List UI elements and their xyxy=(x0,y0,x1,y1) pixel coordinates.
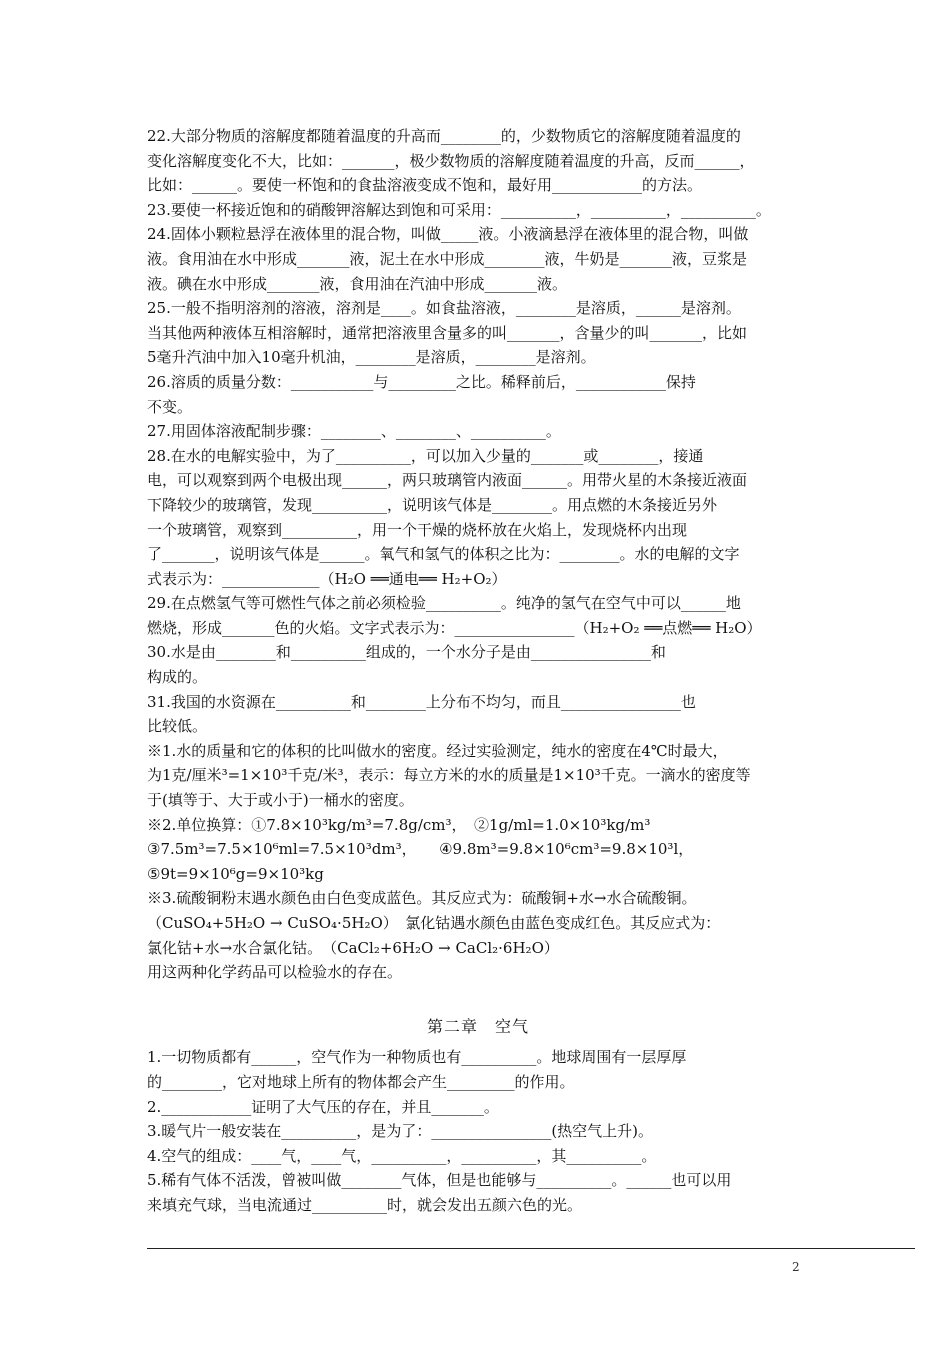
text-line: 22.大部分物质的溶解度都随着温度的升高而________的，少数物质它的溶解度随着温度的 xyxy=(147,127,741,145)
text-line: 25.一般不指明溶剂的溶液，溶剂是____。如食盐溶液，________是溶质，______是溶剂。 xyxy=(147,299,741,318)
text-line: 比较低。 xyxy=(147,717,208,736)
text-line: 用这两种化学药品可以检验水的存在。 xyxy=(147,963,403,982)
text-line: 比如：______。要使一杯饱和的食盐溶液变成不饱和，最好用____________的方法。 xyxy=(147,176,703,195)
text-line: ⑤9t=9×10⁶g=9×10³kg xyxy=(147,864,324,883)
text-line: 为1克/厘米³=1×10³千克/米³，表示：每立方米的水的质量是1×10³千克。一滴水的密度等 xyxy=(147,766,751,785)
text-line: ③7.5m³=7.5×10⁶ml=7.5×10³dm³， ④9.8m³=9.8×10⁶cm³=9.8×10³l， xyxy=(147,840,694,859)
text-line: ※3.硫酸铜粉末遇水颜色由白色变成蓝色。其反应式为：硫酸铜+水→水合硫酸铜。 xyxy=(147,889,697,908)
text-line: 构成的。 xyxy=(147,668,208,687)
text-line: 5毫升汽油中加入10毫升机油，________是溶质，________是溶剂。 xyxy=(147,348,596,367)
text-line: 电，可以观察到两个电极出现______，两只玻璃管内液面______。用带火星的木条接近液面 xyxy=(147,471,748,490)
text-line: ※1.水的质量和它的体积的比叫做水的密度。经过实验测定，纯水的密度在4℃时最大， xyxy=(147,741,728,760)
text-line: 燃烧，形成_______色的火焰。文字式表示为：________________（H₂+O₂ ══点燃══ H₂O） xyxy=(147,618,762,637)
text-line: 3.暖气片一般安装在__________，是为了：________________(热空气上升)。 xyxy=(147,1122,654,1141)
text-line: 31.我国的水资源在__________和________上分布不均匀，而且________________也 xyxy=(147,692,696,711)
text-line: 当其他两种液体互相溶解时，通常把溶液里含量多的叫_______，含量少的叫_______，比如 xyxy=(147,323,748,342)
page-number: 2 xyxy=(792,1260,800,1274)
text-line: 于(填等于、大于或小于)一桶水的密度。 xyxy=(147,791,414,810)
text-line: 变化溶解度变化不大，比如：_______，极少数物质的溶解度随着温度的升高，反而______， xyxy=(147,151,755,170)
chapter-title: 第二章 空气 xyxy=(426,1016,529,1036)
text-line: 28.在水的电解实验中，为了__________，可以加入少量的_______或________，接通 xyxy=(147,446,704,465)
text-line: 下降较少的玻璃管，发现__________，说明该气体是________。用点燃的木条接近另外 xyxy=(147,495,718,514)
text-line: 1.一切物质都有______，空气作为一种物质也有__________。地球周围有一层厚厚 xyxy=(147,1048,687,1067)
text-line: 29.在点燃氢气等可燃性气体之前必须检验__________。纯净的氢气在空气中可以______地 xyxy=(147,594,741,613)
text-line: 2.____________证明了大气压的存在，并且_______。 xyxy=(147,1097,499,1116)
text-line: 不变。 xyxy=(147,397,193,416)
text-line: 30.水是由________和__________组成的，一个水分子是由________________和 xyxy=(147,643,666,662)
text-line: 5.稀有气体不活泼，曾被叫做________气体，但是也能够与__________。______也可以用 xyxy=(147,1171,732,1190)
worksheet-body xyxy=(147,124,809,1218)
text-line: 的________，它对地球上所有的物体都会产生_________的作用。 xyxy=(147,1072,575,1091)
text-line: ※2.单位换算：①7.8×10³kg/m³=7.8g/cm³， ②1g/ml=1.0×10³kg/m³ xyxy=(147,815,651,834)
text-line: 23.要使一杯接近饱和的硝酸钾溶解达到饱和可采用：__________，__________，__________。 xyxy=(147,200,771,219)
footer-rule xyxy=(147,1248,915,1249)
text-line: 来填充气球，当电流通过__________时，就会发出五颜六色的光。 xyxy=(147,1195,583,1214)
text-line: 27.用固体溶液配制步骤：________、________、__________。 xyxy=(147,422,561,441)
text-line: 液。食用油在水中形成_______液，泥土在水中形成________液，牛奶是_______液，豆浆是 xyxy=(147,249,748,268)
text-line: 式表示为：_____________（H₂O ══通电══ H₂+O₂） xyxy=(147,569,507,588)
text-line: 一个玻璃管，观察到__________，用一个干燥的烧杯放在火焰上，发现烧杯内出现 xyxy=(147,520,688,539)
text-line: 4.空气的组成：____气，____气，__________，__________，其__________。 xyxy=(147,1146,657,1165)
text-line: 24.固体小颗粒悬浮在液体里的混合物，叫做_____液。小液滴悬浮在液体里的混合物，叫做 xyxy=(147,225,749,244)
text-line: 氯化钴+水→水合氯化钴。 （CaCl₂+6H₂O → CaCl₂·6H₂O） xyxy=(147,938,559,957)
text-line: 液。碘在水中形成_______液，食用油在汽油中形成_______液。 xyxy=(147,274,568,293)
text-line: 了_______，说明该气体是______。氧气和氢气的体积之比为：________。水的电解的文字 xyxy=(147,545,740,564)
text-line: （CuSO₄+5H₂O → CuSO₄·5H₂O） 氯化钴遇水颜色由蓝色变成红色。其反应式为： xyxy=(147,914,721,932)
text-line: 26.溶质的质量分数：___________与_________之比。稀释前后，____________保持 xyxy=(147,372,696,391)
